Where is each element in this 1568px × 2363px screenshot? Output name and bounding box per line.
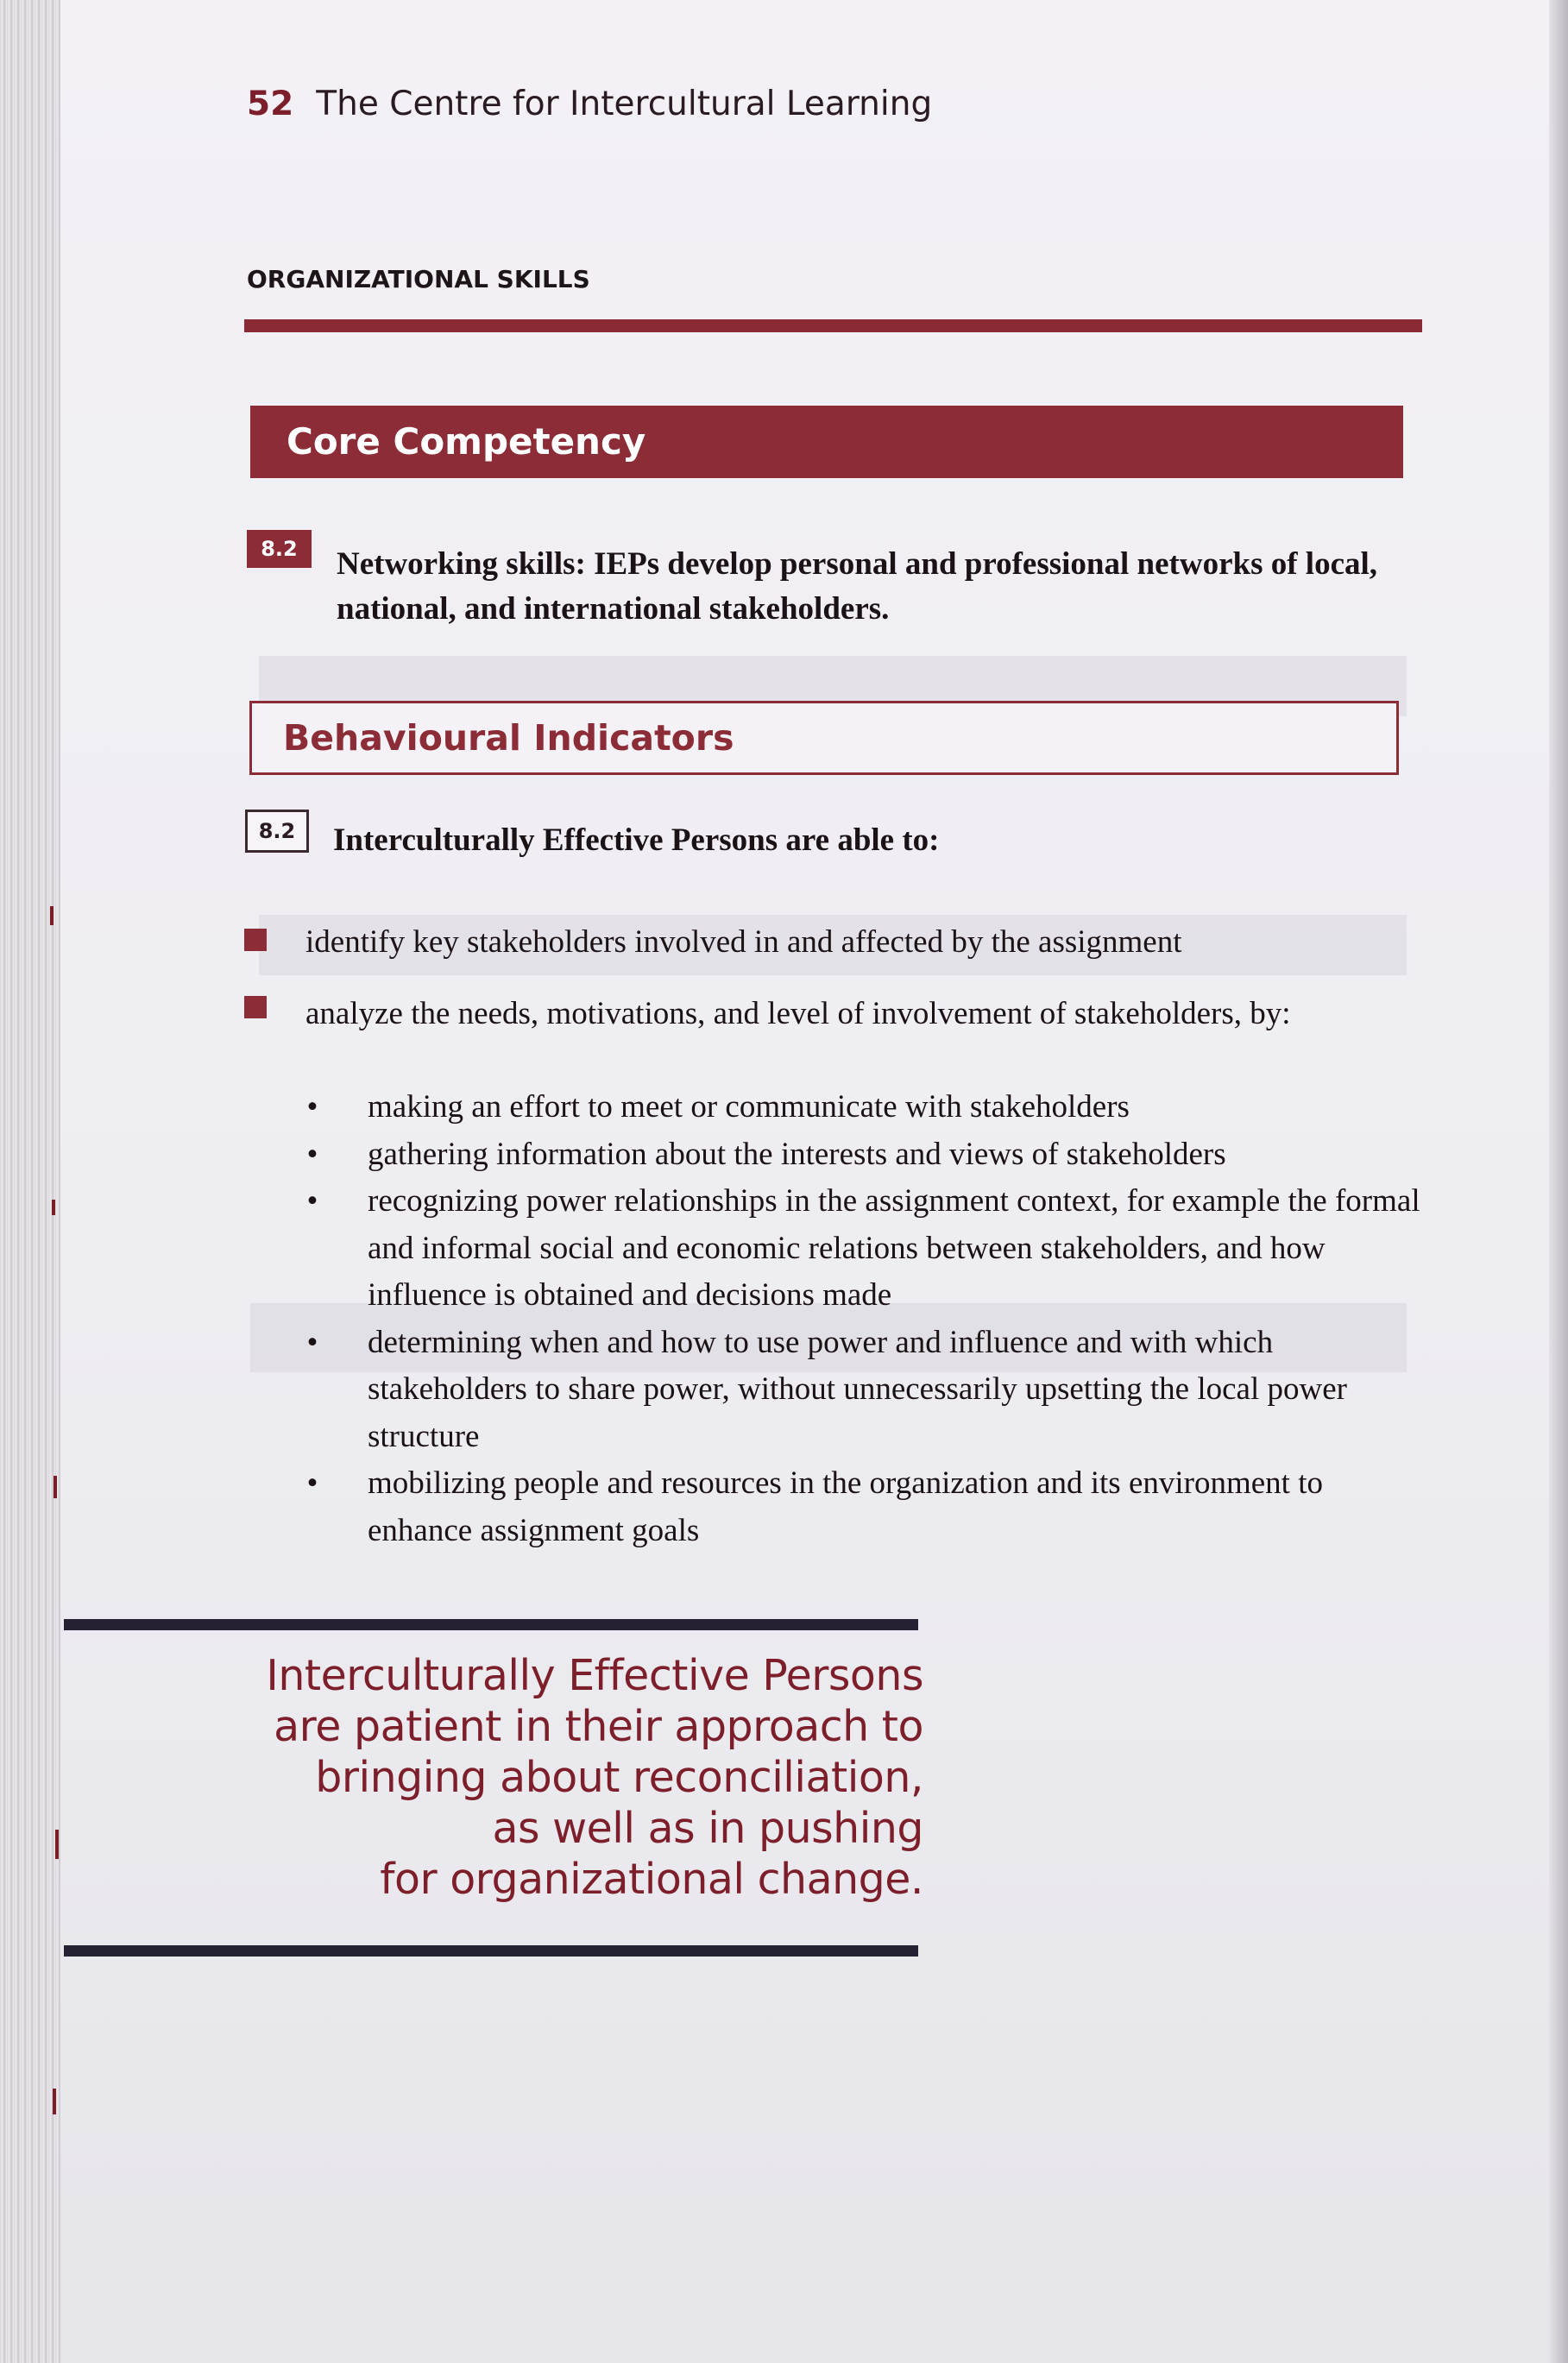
indicators-heading: Interculturally Effective Persons are able to: [333, 822, 940, 858]
round-bullet-icon: • [306, 1136, 318, 1172]
sub-list-item-text: determining when and how to use power and influence and with which stakeholders to share power, without unnecessarily upsetting the local power structure [368, 1324, 1347, 1454]
sub-list-item [304, 1084, 1426, 1131]
pull-quote-line: Interculturally Effective Persons [266, 1651, 923, 1700]
square-bullet-icon [244, 929, 267, 951]
indicator-number-badge: 8.2 [245, 810, 309, 853]
pull-quote-line: are patient in their approach to [274, 1702, 923, 1751]
competency-number-badge: 8.2 [247, 530, 312, 568]
indicator-sub-list [304, 1084, 1426, 1554]
core-competency-banner: Core Competency [250, 406, 1403, 478]
pull-quote-bottom-rule [64, 1945, 918, 1957]
sub-list-item [304, 1320, 1426, 1461]
round-bullet-icon: • [306, 1324, 318, 1360]
sub-list-item-text: gathering information about the interests and views of stakeholders [368, 1136, 1226, 1172]
pull-quote-top-rule [64, 1619, 918, 1630]
section-rule [244, 319, 1422, 332]
sub-list-item [304, 1131, 1426, 1179]
sub-list-item-text: mobilizing people and resources in the organization and its environment to enhance assignment goals [368, 1465, 1323, 1548]
square-bullet-icon [244, 996, 267, 1018]
behavioural-indicators-banner: Behavioural Indicators [249, 701, 1399, 775]
pull-quote [104, 1650, 923, 1905]
sub-list-item-text: making an effort to meet or communicate with stakeholders [368, 1089, 1130, 1125]
round-bullet-icon: • [306, 1183, 318, 1219]
running-head [247, 85, 932, 123]
book-title: The Centre for Intercultural Learning [316, 85, 933, 123]
page-edge-strip [0, 0, 60, 2363]
sub-list-item [304, 1178, 1426, 1320]
sub-list-item [304, 1460, 1426, 1554]
round-bullet-icon: • [306, 1089, 318, 1125]
indicator-item: analyze the needs, motivations, and level of involvement of stakeholders, by: [305, 996, 1291, 1031]
section-label: ORGANIZATIONAL SKILLS [247, 265, 590, 293]
page-number: 52 [247, 85, 294, 123]
pull-quote-line: as well as in pushing [492, 1804, 923, 1853]
page-spine-shadow [1549, 0, 1568, 2363]
indicator-item: identify key stakeholders involved in and affected by the assignment [305, 924, 1182, 960]
pull-quote-line: for organizational change. [380, 1855, 923, 1904]
round-bullet-icon: • [306, 1465, 318, 1501]
sub-list-item-text: recognizing power relationships in the assignment context, for example the formal and informal social and economic relations between stakeholders, and how influence is obtained and decisions made [368, 1183, 1420, 1313]
pull-quote-line: bringing about reconciliation, [315, 1753, 923, 1802]
competency-statement: Networking skills: IEPs develop personal and professional networks of local, national, and international stakeholders. [337, 546, 1378, 627]
